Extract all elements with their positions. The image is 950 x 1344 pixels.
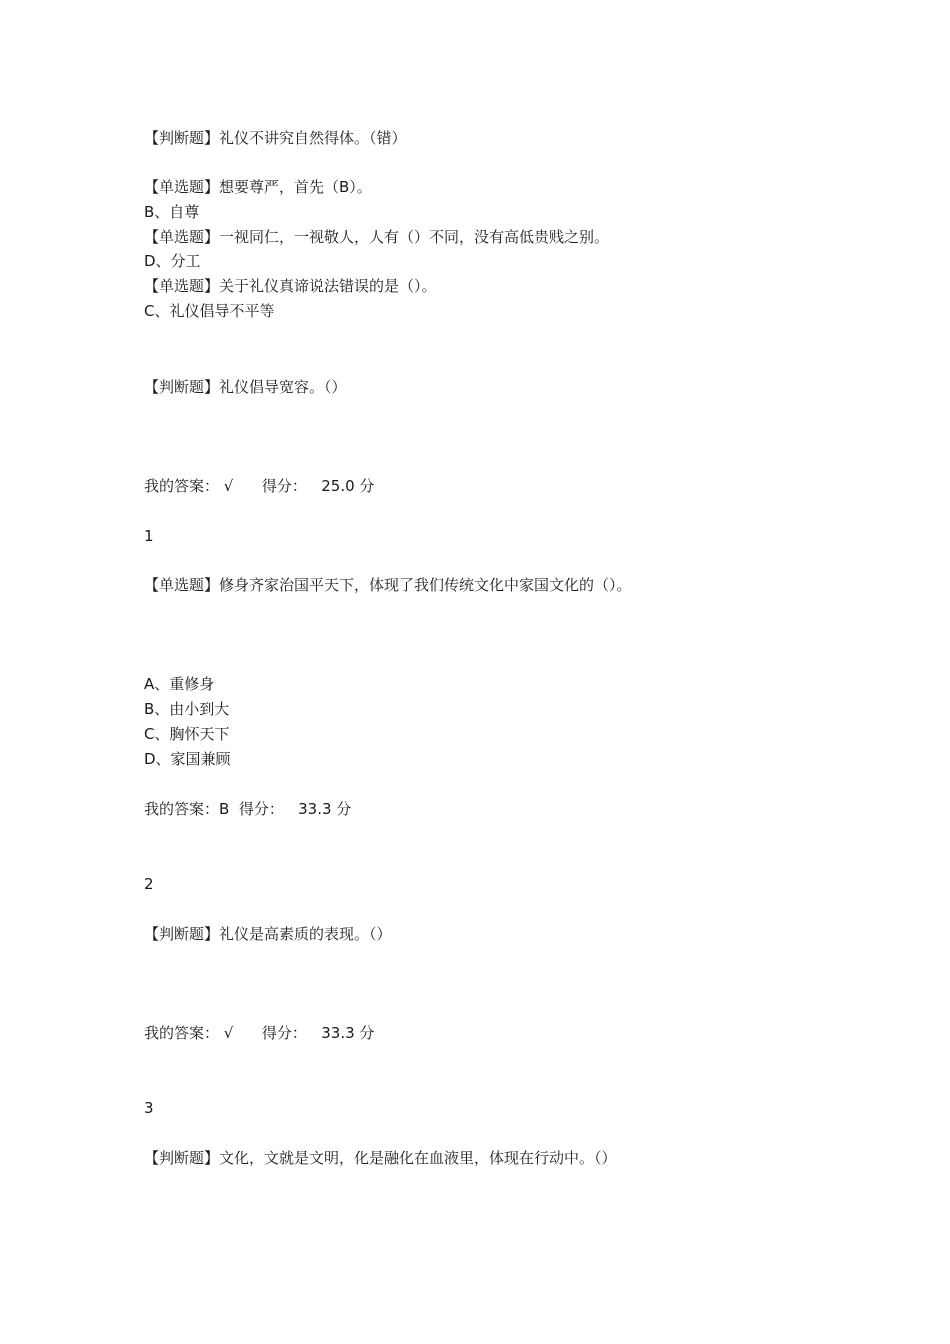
question-line: 【判断题】礼仪不讲究自然得体。（错） xyxy=(144,129,407,147)
question-number: 1 xyxy=(144,527,154,545)
my-answer-score: 我的答案：B 得分： 33.3 分 xyxy=(144,800,352,818)
answer-option: B、由小到大 xyxy=(144,700,230,718)
my-answer-score: 我的答案： √ 得分： 25.0 分 xyxy=(144,477,375,495)
answer-option: B、自尊 xyxy=(144,203,200,221)
question-line: 【单选题】一视同仁，一视敬人，人有（）不同，没有高低贵贱之别。 xyxy=(144,228,610,246)
question-line: 【判断题】文化，文就是文明，化是融化在血液里，体现在行动中。（） xyxy=(144,1149,617,1167)
question-line: 【判断题】礼仪倡导宽容。（） xyxy=(144,378,347,396)
answer-option: A、重修身 xyxy=(144,675,215,693)
question-line: 【判断题】礼仪是高素质的表现。（） xyxy=(144,925,392,943)
question-line: 【单选题】想要尊严，首先（B）。 xyxy=(144,178,372,196)
my-answer-score: 我的答案： √ 得分： 33.3 分 xyxy=(144,1024,375,1042)
answer-option: C、礼仪倡导不平等 xyxy=(144,302,275,320)
question-line: 【单选题】修身齐家治国平天下，体现了我们传统文化中家国文化的（）。 xyxy=(144,576,632,594)
answer-option: D、家国兼顾 xyxy=(144,750,231,768)
answer-option: C、胸怀天下 xyxy=(144,725,230,743)
answer-option: D、分工 xyxy=(144,252,201,270)
question-line: 【单选题】关于礼仪真谛说法错误的是（）。 xyxy=(144,277,437,295)
question-number: 3 xyxy=(144,1099,154,1117)
question-number: 2 xyxy=(144,875,154,893)
